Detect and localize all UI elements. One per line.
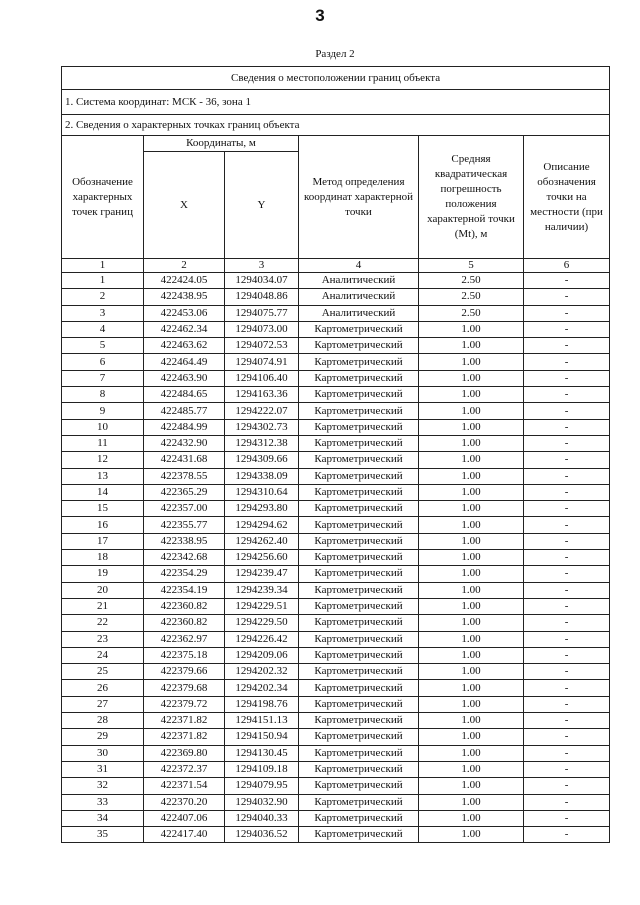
table-row xyxy=(62,794,610,810)
y-coordinate-cell: 1294074.91 xyxy=(225,354,299,370)
table-row xyxy=(62,745,610,761)
x-coordinate-cell: 422485.77 xyxy=(144,403,225,419)
x-coordinate-cell: 422354.19 xyxy=(144,582,225,598)
description-cell: - xyxy=(524,354,610,370)
x-coordinate-cell: 422432.90 xyxy=(144,435,225,451)
method-cell: Аналитический xyxy=(299,273,419,289)
y-coordinate-cell: 1294075.77 xyxy=(225,305,299,321)
y-coordinate-cell: 1294256.60 xyxy=(225,550,299,566)
method-cell: Картометрический xyxy=(299,615,419,631)
method-cell: Картометрический xyxy=(299,598,419,614)
method-cell: Картометрический xyxy=(299,435,419,451)
table-title: Сведения о местоположении границ объекта xyxy=(62,67,610,90)
x-coordinate-cell: 422378.55 xyxy=(144,468,225,484)
x-coordinate-cell: 422463.62 xyxy=(144,338,225,354)
x-coordinate-cell: 422371.54 xyxy=(144,778,225,794)
description-cell: - xyxy=(524,517,610,533)
accuracy-cell: 1.00 xyxy=(419,745,524,761)
header-coordinates: Координаты, м xyxy=(144,136,299,152)
point-number-cell: 10 xyxy=(62,419,144,435)
method-cell: Картометрический xyxy=(299,468,419,484)
point-number-cell: 2 xyxy=(62,289,144,305)
y-coordinate-cell: 1294239.34 xyxy=(225,582,299,598)
point-number-cell: 6 xyxy=(62,354,144,370)
accuracy-cell: 1.00 xyxy=(419,484,524,500)
accuracy-cell: 1.00 xyxy=(419,778,524,794)
y-coordinate-cell: 1294198.76 xyxy=(225,696,299,712)
y-coordinate-cell: 1294310.64 xyxy=(225,484,299,500)
x-coordinate-cell: 422342.68 xyxy=(144,550,225,566)
point-number-cell: 7 xyxy=(62,370,144,386)
description-cell: - xyxy=(524,713,610,729)
description-cell: - xyxy=(524,370,610,386)
x-coordinate-cell: 422379.72 xyxy=(144,696,225,712)
description-cell: - xyxy=(524,435,610,451)
accuracy-cell: 1.00 xyxy=(419,794,524,810)
x-coordinate-cell: 422453.06 xyxy=(144,305,225,321)
method-cell: Картометрический xyxy=(299,370,419,386)
point-number-cell: 27 xyxy=(62,696,144,712)
accuracy-cell: 1.00 xyxy=(419,370,524,386)
y-coordinate-cell: 1294079.95 xyxy=(225,778,299,794)
column-number: 1 xyxy=(62,259,144,273)
point-number-cell: 17 xyxy=(62,533,144,549)
table-row xyxy=(62,566,610,582)
accuracy-cell: 2.50 xyxy=(419,289,524,305)
description-cell: - xyxy=(524,615,610,631)
method-cell: Картометрический xyxy=(299,403,419,419)
description-cell: - xyxy=(524,305,610,321)
y-coordinate-cell: 1294109.18 xyxy=(225,761,299,777)
accuracy-cell: 1.00 xyxy=(419,452,524,468)
accuracy-cell: 1.00 xyxy=(419,696,524,712)
table-row xyxy=(62,582,610,598)
point-number-cell: 16 xyxy=(62,517,144,533)
table-row xyxy=(62,761,610,777)
point-number-cell: 22 xyxy=(62,615,144,631)
x-coordinate-cell: 422371.82 xyxy=(144,713,225,729)
accuracy-cell: 1.00 xyxy=(419,501,524,517)
description-cell: - xyxy=(524,827,610,843)
method-cell: Картометрический xyxy=(299,550,419,566)
description-cell: - xyxy=(524,778,610,794)
accuracy-cell: 1.00 xyxy=(419,664,524,680)
header-designation: Обозначение характерных точек границ xyxy=(62,136,144,259)
x-coordinate-cell: 422431.68 xyxy=(144,452,225,468)
y-coordinate-cell: 1294226.42 xyxy=(225,631,299,647)
point-number-cell: 18 xyxy=(62,550,144,566)
description-cell: - xyxy=(524,582,610,598)
description-cell: - xyxy=(524,566,610,582)
table-row xyxy=(62,598,610,614)
point-number-cell: 31 xyxy=(62,761,144,777)
description-cell: - xyxy=(524,468,610,484)
description-cell: - xyxy=(524,533,610,549)
y-coordinate-cell: 1294229.51 xyxy=(225,598,299,614)
description-cell: - xyxy=(524,501,610,517)
header-y: Y xyxy=(225,152,299,259)
x-coordinate-cell: 422370.20 xyxy=(144,794,225,810)
description-cell: - xyxy=(524,761,610,777)
x-coordinate-cell: 422484.65 xyxy=(144,387,225,403)
x-coordinate-cell: 422484.99 xyxy=(144,419,225,435)
description-cell: - xyxy=(524,680,610,696)
x-coordinate-cell: 422371.82 xyxy=(144,729,225,745)
column-number: 6 xyxy=(524,259,610,273)
table-row xyxy=(62,305,610,321)
x-coordinate-cell: 422407.06 xyxy=(144,810,225,826)
description-cell: - xyxy=(524,745,610,761)
method-cell: Картометрический xyxy=(299,419,419,435)
accuracy-cell: 1.00 xyxy=(419,354,524,370)
accuracy-cell: 1.00 xyxy=(419,761,524,777)
method-cell: Аналитический xyxy=(299,289,419,305)
point-number-cell: 14 xyxy=(62,484,144,500)
description-cell: - xyxy=(524,664,610,680)
method-cell: Картометрический xyxy=(299,484,419,500)
x-coordinate-cell: 422379.66 xyxy=(144,664,225,680)
header-x: X xyxy=(144,152,225,259)
method-cell: Картометрический xyxy=(299,387,419,403)
x-coordinate-cell: 422362.97 xyxy=(144,631,225,647)
y-coordinate-cell: 1294209.06 xyxy=(225,647,299,663)
point-number-cell: 21 xyxy=(62,598,144,614)
table-row xyxy=(62,550,610,566)
point-number-cell: 34 xyxy=(62,810,144,826)
description-cell: - xyxy=(524,452,610,468)
table-row xyxy=(62,810,610,826)
accuracy-cell: 1.00 xyxy=(419,729,524,745)
x-coordinate-cell: 422354.29 xyxy=(144,566,225,582)
method-cell: Картометрический xyxy=(299,566,419,582)
y-coordinate-cell: 1294163.36 xyxy=(225,387,299,403)
y-coordinate-cell: 1294040.33 xyxy=(225,810,299,826)
accuracy-cell: 1.00 xyxy=(419,550,524,566)
x-coordinate-cell: 422355.77 xyxy=(144,517,225,533)
y-coordinate-cell: 1294150.94 xyxy=(225,729,299,745)
accuracy-cell: 1.00 xyxy=(419,517,524,533)
x-coordinate-cell: 422365.29 xyxy=(144,484,225,500)
accuracy-cell: 1.00 xyxy=(419,631,524,647)
accuracy-cell: 1.00 xyxy=(419,387,524,403)
accuracy-cell: 1.00 xyxy=(419,533,524,549)
header-description: Описание обозначения точки на местности (при наличии) xyxy=(524,136,610,259)
table-row xyxy=(62,533,610,549)
x-coordinate-cell: 422438.95 xyxy=(144,289,225,305)
description-cell: - xyxy=(524,647,610,663)
y-coordinate-cell: 1294072.53 xyxy=(225,338,299,354)
y-coordinate-cell: 1294294.62 xyxy=(225,517,299,533)
y-coordinate-cell: 1294222.07 xyxy=(225,403,299,419)
point-number-cell: 33 xyxy=(62,794,144,810)
y-coordinate-cell: 1294229.50 xyxy=(225,615,299,631)
table-row xyxy=(62,321,610,337)
method-cell: Картометрический xyxy=(299,713,419,729)
table-row xyxy=(62,827,610,843)
table-row xyxy=(62,370,610,386)
point-number-cell: 30 xyxy=(62,745,144,761)
method-cell: Аналитический xyxy=(299,305,419,321)
method-cell: Картометрический xyxy=(299,696,419,712)
method-cell: Картометрический xyxy=(299,647,419,663)
point-number-cell: 20 xyxy=(62,582,144,598)
accuracy-cell: 2.50 xyxy=(419,305,524,321)
table-row xyxy=(62,354,610,370)
method-cell: Картометрический xyxy=(299,631,419,647)
table-row xyxy=(62,680,610,696)
y-coordinate-cell: 1294309.66 xyxy=(225,452,299,468)
description-cell: - xyxy=(524,631,610,647)
table-row xyxy=(62,387,610,403)
description-cell: - xyxy=(524,696,610,712)
y-coordinate-cell: 1294073.00 xyxy=(225,321,299,337)
method-cell: Картометрический xyxy=(299,501,419,517)
accuracy-cell: 1.00 xyxy=(419,321,524,337)
accuracy-cell: 1.00 xyxy=(419,680,524,696)
accuracy-cell: 1.00 xyxy=(419,338,524,354)
x-coordinate-cell: 422360.82 xyxy=(144,598,225,614)
page-number: 3 xyxy=(315,6,325,25)
y-coordinate-cell: 1294036.52 xyxy=(225,827,299,843)
method-cell: Картометрический xyxy=(299,354,419,370)
method-cell: Картометрический xyxy=(299,810,419,826)
y-coordinate-cell: 1294302.73 xyxy=(225,419,299,435)
accuracy-cell: 1.00 xyxy=(419,615,524,631)
point-number-cell: 19 xyxy=(62,566,144,582)
accuracy-cell: 1.00 xyxy=(419,468,524,484)
accuracy-cell: 1.00 xyxy=(419,403,524,419)
description-cell: - xyxy=(524,794,610,810)
description-cell: - xyxy=(524,419,610,435)
point-number-cell: 28 xyxy=(62,713,144,729)
description-cell: - xyxy=(524,321,610,337)
description-cell: - xyxy=(524,484,610,500)
point-number-cell: 26 xyxy=(62,680,144,696)
column-number: 5 xyxy=(419,259,524,273)
method-cell: Картометрический xyxy=(299,533,419,549)
x-coordinate-cell: 422464.49 xyxy=(144,354,225,370)
column-number: 3 xyxy=(225,259,299,273)
y-coordinate-cell: 1294130.45 xyxy=(225,745,299,761)
y-coordinate-cell: 1294034.07 xyxy=(225,273,299,289)
y-coordinate-cell: 1294032.90 xyxy=(225,794,299,810)
y-coordinate-cell: 1294312.38 xyxy=(225,435,299,451)
method-cell: Картометрический xyxy=(299,729,419,745)
table-row xyxy=(62,615,610,631)
table-row xyxy=(62,289,610,305)
method-cell: Картометрический xyxy=(299,680,419,696)
x-coordinate-cell: 422379.68 xyxy=(144,680,225,696)
point-number-cell: 15 xyxy=(62,501,144,517)
x-coordinate-cell: 422357.00 xyxy=(144,501,225,517)
point-number-cell: 8 xyxy=(62,387,144,403)
point-number-cell: 4 xyxy=(62,321,144,337)
table-row xyxy=(62,729,610,745)
x-coordinate-cell: 422375.18 xyxy=(144,647,225,663)
point-number-cell: 24 xyxy=(62,647,144,663)
table-row xyxy=(62,517,610,533)
description-cell: - xyxy=(524,273,610,289)
x-coordinate-cell: 422417.40 xyxy=(144,827,225,843)
y-coordinate-cell: 1294106.40 xyxy=(225,370,299,386)
method-cell: Картометрический xyxy=(299,582,419,598)
method-cell: Картометрический xyxy=(299,794,419,810)
point-number-cell: 13 xyxy=(62,468,144,484)
boundary-points-table xyxy=(61,66,610,843)
method-cell: Картометрический xyxy=(299,778,419,794)
point-number-cell: 29 xyxy=(62,729,144,745)
accuracy-cell: 1.00 xyxy=(419,566,524,582)
description-cell: - xyxy=(524,338,610,354)
method-cell: Картометрический xyxy=(299,664,419,680)
table-row xyxy=(62,484,610,500)
table-row xyxy=(62,713,610,729)
table-row xyxy=(62,696,610,712)
y-coordinate-cell: 1294202.34 xyxy=(225,680,299,696)
accuracy-cell: 1.00 xyxy=(419,419,524,435)
point-number-cell: 23 xyxy=(62,631,144,647)
point-number-cell: 25 xyxy=(62,664,144,680)
accuracy-cell: 2.50 xyxy=(419,273,524,289)
characteristic-points-line: 2. Сведения о характерных точках границ объекта xyxy=(62,115,610,136)
y-coordinate-cell: 1294048.86 xyxy=(225,289,299,305)
header-accuracy: Средняя квадратическая погрешность положения характерной точки (Mt), м xyxy=(419,136,524,259)
y-coordinate-cell: 1294262.40 xyxy=(225,533,299,549)
method-cell: Картометрический xyxy=(299,745,419,761)
description-cell: - xyxy=(524,598,610,614)
accuracy-cell: 1.00 xyxy=(419,827,524,843)
description-cell: - xyxy=(524,403,610,419)
point-number-cell: 1 xyxy=(62,273,144,289)
table-row xyxy=(62,468,610,484)
x-coordinate-cell: 422360.82 xyxy=(144,615,225,631)
accuracy-cell: 1.00 xyxy=(419,810,524,826)
point-number-cell: 9 xyxy=(62,403,144,419)
point-number-cell: 32 xyxy=(62,778,144,794)
method-cell: Картометрический xyxy=(299,321,419,337)
table-row xyxy=(62,419,610,435)
coordinate-system-line: 1. Система координат: МСК - 36, зона 1 xyxy=(62,90,610,115)
table-row xyxy=(62,338,610,354)
point-number-cell: 5 xyxy=(62,338,144,354)
accuracy-cell: 1.00 xyxy=(419,582,524,598)
table-row xyxy=(62,273,610,289)
point-number-cell: 11 xyxy=(62,435,144,451)
table-row xyxy=(62,664,610,680)
section-label: Раздел 2 xyxy=(315,48,355,60)
x-coordinate-cell: 422338.95 xyxy=(144,533,225,549)
method-cell: Картометрический xyxy=(299,761,419,777)
column-number: 2 xyxy=(144,259,225,273)
accuracy-cell: 1.00 xyxy=(419,647,524,663)
table-row xyxy=(62,647,610,663)
point-number-cell: 3 xyxy=(62,305,144,321)
description-cell: - xyxy=(524,729,610,745)
x-coordinate-cell: 422369.80 xyxy=(144,745,225,761)
x-coordinate-cell: 422463.90 xyxy=(144,370,225,386)
method-cell: Картометрический xyxy=(299,452,419,468)
accuracy-cell: 1.00 xyxy=(419,598,524,614)
method-cell: Картометрический xyxy=(299,338,419,354)
y-coordinate-cell: 1294338.09 xyxy=(225,468,299,484)
column-number: 4 xyxy=(299,259,419,273)
point-number-cell: 35 xyxy=(62,827,144,843)
method-cell: Картометрический xyxy=(299,517,419,533)
point-number-cell: 12 xyxy=(62,452,144,468)
header-method: Метод определения координат характерной точки xyxy=(299,136,419,259)
table-row xyxy=(62,778,610,794)
description-cell: - xyxy=(524,810,610,826)
y-coordinate-cell: 1294239.47 xyxy=(225,566,299,582)
description-cell: - xyxy=(524,289,610,305)
table-row xyxy=(62,501,610,517)
x-coordinate-cell: 422462.34 xyxy=(144,321,225,337)
table-row xyxy=(62,435,610,451)
table-row xyxy=(62,631,610,647)
method-cell: Картометрический xyxy=(299,827,419,843)
accuracy-cell: 1.00 xyxy=(419,713,524,729)
description-cell: - xyxy=(524,387,610,403)
description-cell: - xyxy=(524,550,610,566)
x-coordinate-cell: 422424.05 xyxy=(144,273,225,289)
y-coordinate-cell: 1294151.13 xyxy=(225,713,299,729)
table-row xyxy=(62,452,610,468)
accuracy-cell: 1.00 xyxy=(419,435,524,451)
table-row xyxy=(62,403,610,419)
y-coordinate-cell: 1294293.80 xyxy=(225,501,299,517)
y-coordinate-cell: 1294202.32 xyxy=(225,664,299,680)
x-coordinate-cell: 422372.37 xyxy=(144,761,225,777)
